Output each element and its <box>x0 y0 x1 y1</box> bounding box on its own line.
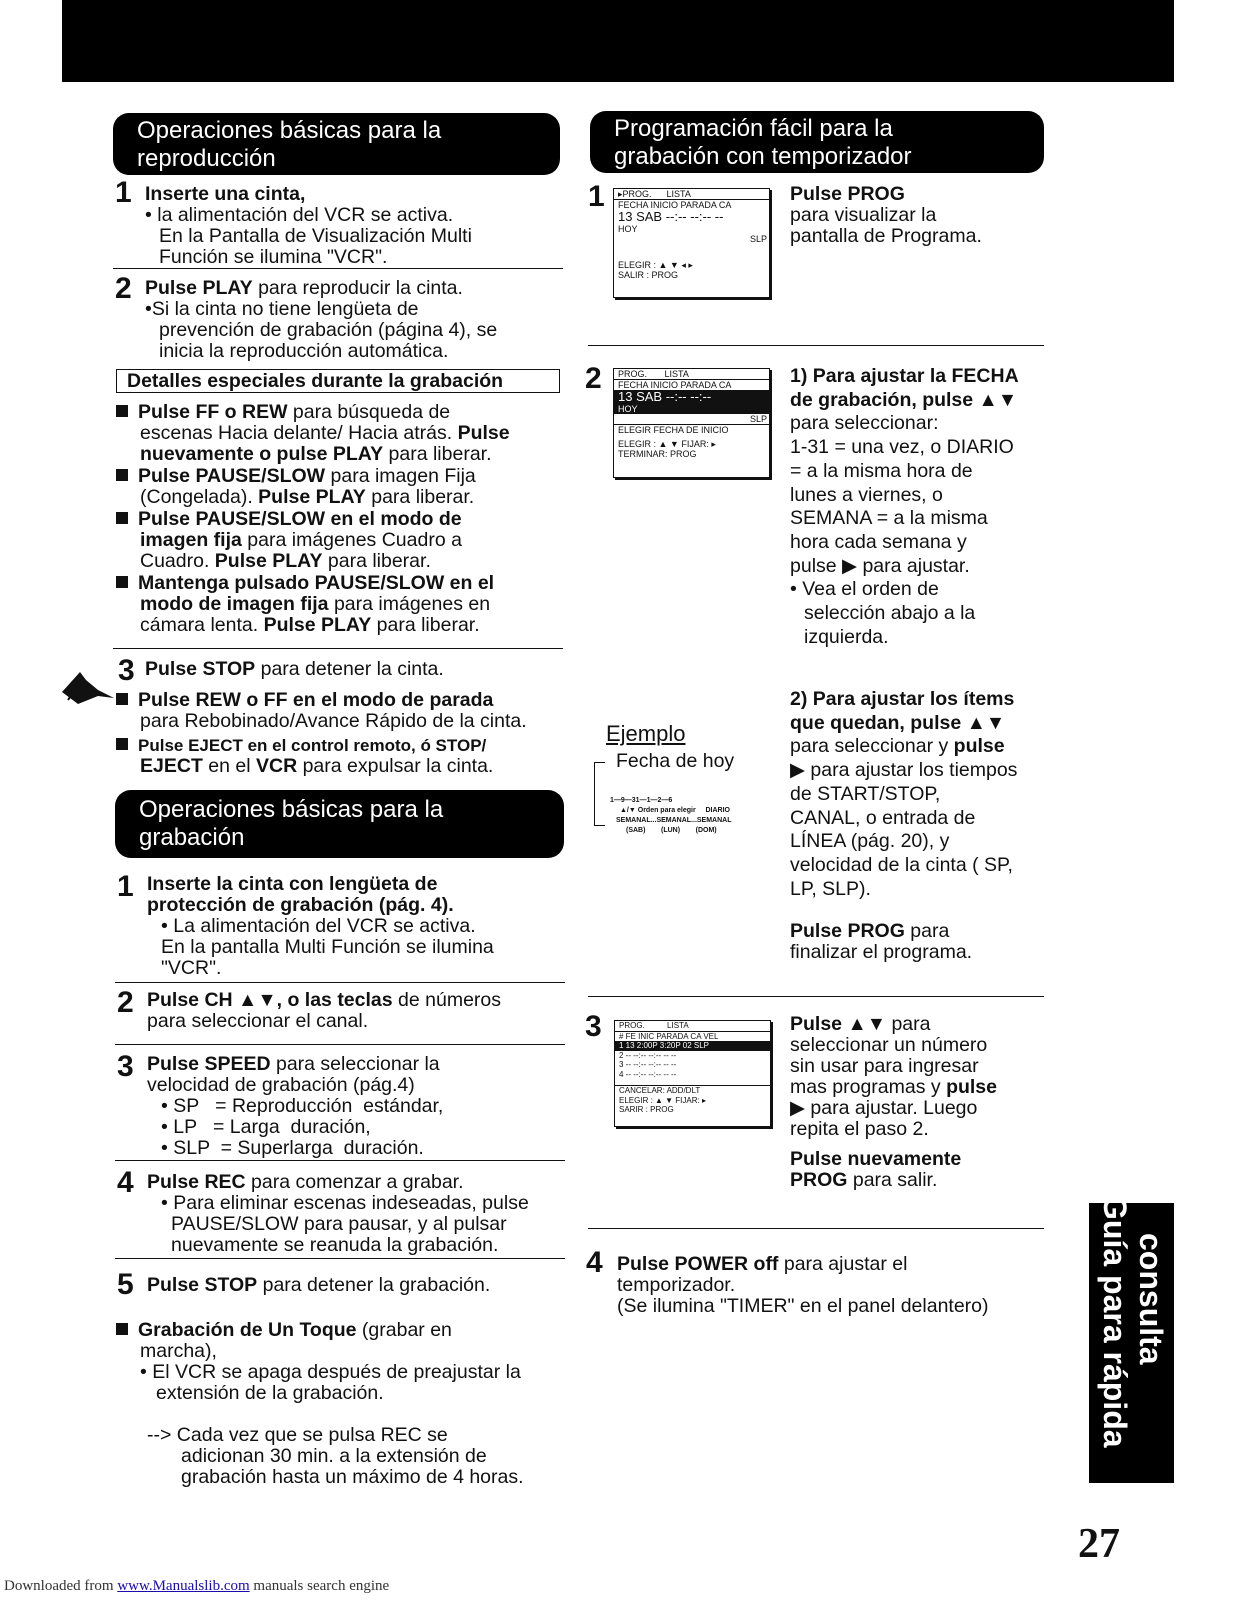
divider <box>588 1228 1044 1229</box>
timer-step3-line: mas programas y <box>790 1076 947 1098</box>
recording-step1-line: "VCR". <box>161 957 222 979</box>
download-footer <box>4 1578 389 1595</box>
example-daily: DIARIO <box>705 807 730 814</box>
side-tab-line2: consulta <box>1133 1233 1169 1365</box>
details-item-pause-slow <box>116 466 566 487</box>
eject-text: para expulsar la cinta. <box>297 755 494 777</box>
timer-step3-title: Pulse ▲▼ <box>790 1013 887 1035</box>
items-line: de START/STOP, <box>790 782 941 805</box>
recording-step1-number: 1 <box>117 870 134 903</box>
screen-row: 3 -- --:-- --:-- -- -- <box>619 1060 677 1069</box>
playback-step2-number: 2 <box>115 272 132 305</box>
example-order: ▲/▼ Orden para elegir <box>620 807 696 814</box>
recording-step4-text: para comenzar a grabar. <box>245 1171 464 1193</box>
timer-step4-number: 4 <box>586 1246 603 1279</box>
bullet-square-icon <box>116 1323 128 1335</box>
items-line: para seleccionar y <box>790 735 954 758</box>
speed-option-lp: • LP = Larga duración, <box>161 1116 371 1138</box>
recording-step2-number: 2 <box>117 986 134 1019</box>
recording-step1-title: Inserte la cinta con lengüeta de <box>147 873 438 895</box>
eject-bold: VCR <box>255 755 298 777</box>
side-tab-line1: Guía para rápida <box>1097 1195 1133 1448</box>
divider <box>113 648 563 649</box>
details-item-bold: Pulse PLAY <box>263 614 372 636</box>
rec-note-line: adicionan 30 min. a la extensión de <box>181 1445 487 1467</box>
recording-step1-line: En la pantalla Multi Función se ilumina <box>161 936 494 958</box>
recording-step4 <box>147 1172 529 1256</box>
hand-pointer-icon <box>58 660 118 710</box>
details-item-text: para imagen Fija <box>325 465 476 487</box>
timer-step2-line: para seleccionar: <box>790 412 939 435</box>
timer-step3-end-bold: PROG <box>790 1169 848 1191</box>
screen-footer: ELEGIR : ▲ ▼ ◂ ▸ <box>618 260 693 270</box>
details-item-bold: Pulse PLAY <box>258 486 366 508</box>
timer-step4-text: para ajustar el <box>778 1253 908 1275</box>
rec-note-line: --> Cada vez que se pulsa REC se <box>147 1424 448 1446</box>
recording-step4-number: 4 <box>117 1166 134 1199</box>
playback-step1-line: • la alimentación del VCR se activa. <box>145 204 454 226</box>
example-title: Ejemplo <box>606 721 686 746</box>
playback-step2-text: para reproducir la cinta. <box>252 277 463 299</box>
details-item-text: escenas Hacia delante/ Hacia atrás. <box>140 422 458 444</box>
timer-step2-line: pulse ▶ para ajustar. <box>790 554 970 577</box>
eject-bold: Pulse EJECT en el control remoto, ó STOP/ <box>138 736 487 755</box>
rec-note-line: grabación hasta un máximo de 4 horas. <box>181 1466 524 1488</box>
playback-step2-title: Pulse PLAY <box>145 277 253 299</box>
details-item-text: para liberar. <box>365 486 475 508</box>
timer-title-line1: Programación fácil para la <box>614 115 893 142</box>
timer-step3-line: seleccionar un número <box>790 1034 988 1056</box>
screen-row-selected: 13 SAB --:-- --:-- <box>614 390 769 404</box>
timer-step3-line: sin usar para ingresar <box>790 1055 979 1077</box>
screen-header-row: FECHA INICIO PARADA CA <box>618 200 732 210</box>
one-touch-line: marcha), <box>140 1340 217 1362</box>
details-item-bold: nuevamente o pulse PLAY <box>140 443 384 465</box>
screen-tab: LISTA <box>664 369 689 379</box>
example-sequence: 1—9—31—1—2—6 <box>610 797 673 804</box>
timer-step2-line: SEMANA = a la misma <box>790 507 988 530</box>
details-item-bold: Pulse FF o REW <box>138 401 288 423</box>
recording-step1 <box>147 874 494 979</box>
divider <box>113 268 563 269</box>
items-end: finalizar el programa. <box>790 941 973 964</box>
playback-step1-number: 1 <box>115 176 132 209</box>
divider <box>588 345 1044 346</box>
items-end-bold: Pulse PROG <box>790 920 905 943</box>
items-bold: pulse <box>953 735 1005 758</box>
timer-step1-line: pantalla de Programa. <box>790 225 982 247</box>
details-item-slow-motion <box>116 573 566 594</box>
page-number: 27 <box>1078 1521 1120 1567</box>
details-item-ff-rew <box>116 402 566 423</box>
timer-step4-line: temporizador. <box>617 1274 736 1296</box>
playback-step3-title: Pulse STOP <box>145 658 256 680</box>
one-touch-line: • El VCR se apaga después de preajustar la <box>140 1361 521 1383</box>
details-item-text: para búsqueda de <box>287 401 451 423</box>
details-item-text: (Congelada). <box>140 486 259 508</box>
screen-tab: PROG. <box>619 1021 645 1030</box>
timer-step3-end-bold: Pulse nuevamente <box>790 1148 962 1170</box>
items-line: ▶ para ajustar los tiempos <box>790 759 1018 782</box>
timer-step2-items <box>790 688 1017 963</box>
playback-title-line1: Operaciones básicas para la <box>137 117 442 144</box>
details-item-text: para imágenes en <box>328 593 491 615</box>
items-end: para <box>904 920 950 943</box>
divider <box>115 1044 565 1045</box>
divider <box>115 982 565 983</box>
screen-footer: CANCELAR: ADD/DLT <box>615 1085 770 1096</box>
details-box-heading: Detalles especiales durante la grabación <box>116 369 560 393</box>
one-touch-text: (grabar en <box>356 1319 452 1341</box>
prog-screen-2 <box>613 368 770 478</box>
timer-step2-line: hora cada semana y <box>790 530 967 553</box>
timer-step2-line: = a la misma hora de <box>790 459 973 482</box>
screen-speed: SLP <box>749 234 767 244</box>
playback-step2 <box>145 278 497 362</box>
recording-title-line2: grabación <box>139 824 245 851</box>
screen-row: HOY <box>614 404 769 414</box>
timer-step4 <box>617 1254 989 1317</box>
speed-option-sp: • SP = Reproducción estándar, <box>161 1095 444 1117</box>
screen-row-selected: 1 13 2:00P 3:20P 02 SLP <box>615 1041 770 1051</box>
items-line: velocidad de la cinta ( SP, <box>790 853 1013 876</box>
details-item-text: para liberar. <box>322 550 431 572</box>
recording-step4-line: • Para eliminar escenas indeseadas, pulse <box>161 1192 529 1214</box>
prog-screen-1 <box>613 188 770 298</box>
timer-step3-line: repita el paso 2. <box>790 1118 929 1140</box>
screen-row: 4 -- --:-- --:-- -- -- <box>619 1069 677 1079</box>
timer-step2-line: izquierda. <box>804 625 889 648</box>
recording-step3-number: 3 <box>117 1050 134 1083</box>
details-item-bold: Pulse PAUSE/SLOW en el modo de <box>138 508 462 530</box>
recording-step2-text: de números <box>392 989 502 1011</box>
recording-step1-line: • La alimentación del VCR se activa. <box>161 915 476 937</box>
screen-tab: ▸PROG. <box>618 189 652 199</box>
timer-title-line2: grabación con temporizador <box>614 143 912 170</box>
timer-step2-line: selección abajo a la <box>804 602 976 625</box>
playback-step3-number: 3 <box>118 654 135 687</box>
details-item-text: para liberar. <box>383 443 492 465</box>
example-bracket <box>594 762 605 826</box>
playback-section-header <box>113 113 560 175</box>
timer-step2-line: • Vea el orden de <box>790 578 939 601</box>
bullet-square-icon <box>116 512 128 524</box>
recording-title-line1: Operaciones básicas para la <box>139 796 444 823</box>
speed-option-slp: • SLP = Superlarga duración. <box>161 1137 424 1159</box>
screen-header-row: # FE INIC PARADA CA VEL <box>619 1031 719 1041</box>
bullet-square-icon <box>116 469 128 481</box>
prog-screen-3 <box>614 1020 771 1127</box>
one-touch-recording <box>116 1320 576 1404</box>
playback-step2-line: inicia la reproducción automática. <box>159 340 449 362</box>
items-line: LÍNEA (pág. 20), y <box>790 830 950 853</box>
top-black-bar <box>62 0 1174 82</box>
playback-step2-line: •Si la cinta no tiene lengüeta de <box>145 298 419 320</box>
screen-row: HOY <box>618 224 638 234</box>
screen-footer: ELEGIR FECHA DE INICIO <box>614 424 769 435</box>
recording-step2 <box>147 990 501 1032</box>
divider <box>115 1160 565 1161</box>
timer-step2-line: lunes a viernes, o <box>790 483 943 506</box>
side-tab-text <box>1089 1195 1174 1483</box>
one-touch-bold: Grabación de Un Toque <box>138 1319 357 1341</box>
eject-text: en el <box>202 755 256 777</box>
screen-tab: LISTA <box>666 189 691 199</box>
playback-step3 <box>145 659 444 680</box>
details-list <box>116 402 566 636</box>
timer-step2 <box>790 365 1019 649</box>
details-item-bold: Pulse <box>457 422 510 444</box>
example-diagram <box>606 796 776 848</box>
timer-step2-title: de grabación, pulse ▲▼ <box>790 388 1018 411</box>
screen-speed: SLP <box>749 414 767 424</box>
timer-step4-line: (Se ilumina "TIMER" en el panel delantero) <box>617 1295 989 1317</box>
screen-tab: PROG. <box>618 369 648 379</box>
screen-footer: SALIR : PROG <box>618 270 679 280</box>
recording-step4-title: Pulse REC <box>147 1171 246 1193</box>
timer-step3-end: para salir. <box>847 1169 938 1191</box>
recording-step4-line: PAUSE/SLOW para pausar, y al pulsar <box>171 1213 507 1235</box>
screen-footer: SARIR : PROG <box>619 1105 674 1114</box>
recording-step5 <box>147 1275 490 1296</box>
recording-step3-line: velocidad de grabación (pág.4) <box>147 1074 415 1096</box>
recording-step1-title: protección de grabación (pág. 4). <box>147 894 454 916</box>
timer-step3 <box>790 1014 997 1191</box>
items-line: CANAL, o entrada de <box>790 806 976 829</box>
items-line: LP, SLP). <box>790 877 871 900</box>
screen-tab: LISTA <box>667 1021 689 1030</box>
playback-step2-line: prevención de grabación (página 4), se <box>159 319 498 341</box>
items-title: 2) Para ajustar los ítems <box>790 688 1015 710</box>
timer-step2-number: 2 <box>585 362 602 395</box>
timer-section-header <box>590 111 1044 173</box>
playback-step1-line: En la Pantalla de Visualización Multi <box>159 225 472 247</box>
details-item-text: para liberar. <box>371 614 480 636</box>
divider <box>588 996 1044 997</box>
timer-step3-number: 3 <box>585 1010 602 1043</box>
bullet-square-icon <box>116 738 128 750</box>
manualslib-link[interactable]: www.Manualslib.com <box>117 1578 250 1594</box>
bullet-square-icon <box>116 576 128 588</box>
timer-step3-text: para <box>886 1013 931 1035</box>
screen-footer: ELEGIR : ▲ ▼ FIJAR: ▸ <box>618 439 716 449</box>
details-item-text: para imágenes Cuadro a <box>241 529 462 551</box>
timer-step3-line: ▶ para ajustar. Luego <box>790 1097 978 1119</box>
playback-title-line2: reproducción <box>137 145 276 172</box>
rec-note <box>147 1425 524 1488</box>
recording-step5-title: Pulse STOP <box>147 1274 258 1296</box>
footer-prefix: Downloaded from <box>4 1578 118 1594</box>
timer-step1-number: 1 <box>588 180 605 213</box>
recording-step3 <box>147 1054 443 1159</box>
stop-mode-text: para Rebobinado/Avance Rápido de la cinta. <box>140 710 527 732</box>
timer-step4-title: Pulse POWER off <box>617 1253 779 1275</box>
timer-step2-title: 1) Para ajustar la FECHA <box>790 365 1019 387</box>
example-days: (SAB) (LUN) (DOM) <box>626 827 717 834</box>
stop-mode-list <box>116 690 576 777</box>
example-subtitle: Fecha de hoy <box>616 750 735 772</box>
playback-step1-title: Inserte una cinta, <box>145 183 306 205</box>
eject-bold: EJECT <box>140 755 203 777</box>
recording-step2-title: Pulse CH ▲▼, o las teclas <box>147 989 393 1011</box>
timer-step3-bold: pulse <box>946 1076 997 1098</box>
recording-step2-line: para seleccionar el canal. <box>147 1010 369 1032</box>
recording-step3-text: para seleccionar la <box>270 1053 440 1075</box>
stop-mode-bold: Pulse REW o FF en el modo de parada <box>138 689 494 711</box>
screen-footer: ELEGIR : ▲ ▼ FIJAR: ▸ <box>619 1095 706 1105</box>
timer-step1-title: Pulse PROG <box>790 183 905 205</box>
playback-step1-line: Función se ilumina "VCR". <box>159 246 388 268</box>
one-touch-line: extensión de la grabación. <box>156 1382 384 1404</box>
details-item-bold: Mantenga pulsado PAUSE/SLOW en el <box>138 572 495 594</box>
playback-step3-text: para detener la cinta. <box>255 658 444 680</box>
details-item-bold: modo de imagen fija <box>140 593 329 615</box>
recording-step3-title: Pulse SPEED <box>147 1053 271 1075</box>
divider <box>115 1258 565 1259</box>
details-item-text: Cuadro. <box>140 550 215 572</box>
playback-step1 <box>145 184 472 268</box>
recording-step5-text: para detener la grabación. <box>257 1274 491 1296</box>
timer-step2-line: 1-31 = una vez, o DIARIO <box>790 436 1014 459</box>
details-item-bold: Pulse PLAY <box>214 550 323 572</box>
footer-suffix: manuals search engine <box>249 1578 390 1594</box>
example-weekly: SEMANAL...SEMANAL...SEMANAL <box>616 817 732 824</box>
bullet-square-icon <box>116 405 128 417</box>
details-item-text: cámara lenta. <box>140 614 264 636</box>
timer-step1 <box>790 184 982 247</box>
screen-row: 13 SAB --:-- --:-- -- <box>618 209 724 224</box>
screen-footer: TERMINAR: PROG <box>618 449 697 459</box>
bullet-square-icon <box>116 693 128 705</box>
details-item-bold: imagen fija <box>140 529 242 551</box>
recording-step5-number: 5 <box>117 1268 134 1301</box>
items-title: que quedan, pulse ▲▼ <box>790 711 1006 734</box>
recording-section-header <box>115 790 564 858</box>
screen-row: 2 -- --:-- --:-- -- -- <box>619 1050 677 1060</box>
details-item-frame-by-frame <box>116 509 566 530</box>
details-item-bold: Pulse PAUSE/SLOW <box>138 465 326 487</box>
timer-step1-line: para visualizar la <box>790 204 937 226</box>
recording-step4-line: nuevamente se reanuda la grabación. <box>171 1234 499 1256</box>
screen-header-row: FECHA INICIO PARADA CA <box>618 380 732 390</box>
